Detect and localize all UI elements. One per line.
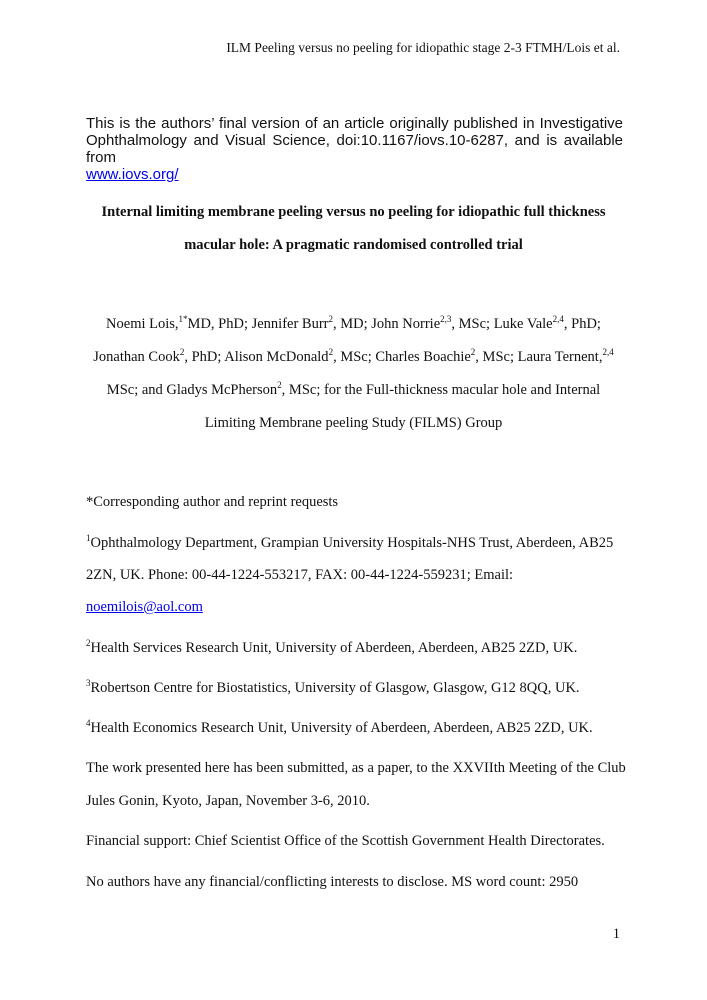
notice-line-1: This is the authors’ final version of an article originally published in Investigative (86, 115, 623, 132)
affiliation-1-line-1: $^1$Ophthalmology Department, Grampian University Hospitals-NHS Trust, Aberdeen, AB25 (86, 533, 614, 551)
authors-line-4: Limiting Membrane peeling Study (FILMS) Group (204, 415, 503, 431)
corresponding-author-note: *Corresponding author and reprint requests (86, 494, 339, 510)
affiliation-1-line-2: 2ZN, UK. Phone: 00-44-1224-553217, FAX: 00-44-1224-559231; Email: (86, 567, 514, 583)
financial-support: Financial support: Chief Scientist Office of the Scottish Government Health Directorates. (86, 833, 605, 849)
notice-line-3 (86, 166, 623, 183)
affiliation-3: $^3$Robertson Centre for Biostatistics, University of Glasgow, Glasgow, G12 8QQ, UK. (86, 678, 580, 696)
article-title-line-1: Internal limiting membrane peeling versus no peeling for idiopathic full thickness (101, 204, 606, 220)
authors-line-3: MSc; and Gladys McPherson$^2$, MSc; for the Full-thickness macular hole and Internal (106, 380, 601, 398)
affiliation-4: $^4$Health Economics Research Unit, University of Aberdeen, Aberdeen, AB25 2ZD, UK. (86, 718, 593, 736)
presentation-note-line-1: The work presented here has been submitted, as a paper, to the XXVIIth Meeting of the Club (86, 760, 626, 776)
publication-notice (86, 115, 623, 183)
article-title-line-2: macular hole: A pragmatic randomised controlled trial (184, 237, 523, 253)
authors-line-2: Jonathan Cook$^2$, PhD; Alison McDonald$^2$, MSc; Charles Boachie$^2$, MSc; Laura Ternent,$^{2,4}$ (93, 347, 614, 365)
notice-line-2: Ophthalmology and Visual Science, doi:10.1167/iovs.10-6287, and is available from (86, 132, 623, 166)
page-number: 1 (612, 926, 620, 942)
affiliation-2: $^2$Health Services Research Unit, University of Aberdeen, Aberdeen, AB25 2ZD, UK. (86, 638, 578, 656)
authors-line-1: Noemi Lois,$^{1*}$MD, PhD; Jennifer Burr$^2$, MD; John Norrie$^{2,3}$, MSc; Luke Vale$^{2,4}$, PhD; (106, 314, 601, 332)
conflicts-statement: No authors have any financial/conflicting interests to disclose. MS word count: 2950 (86, 874, 579, 890)
running-head: ILM Peeling versus no peeling for idiopathic stage 2-3 FTMH/Lois et al. (226, 40, 620, 55)
journal-link[interactable]: www.iovs.org/ (86, 166, 179, 183)
email-link[interactable]: noemilois@aol.com (86, 599, 203, 615)
affiliation-1-email (86, 599, 203, 616)
presentation-note-line-2: Jules Gonin, Kyoto, Japan, November 3-6, 2010. (86, 793, 370, 809)
